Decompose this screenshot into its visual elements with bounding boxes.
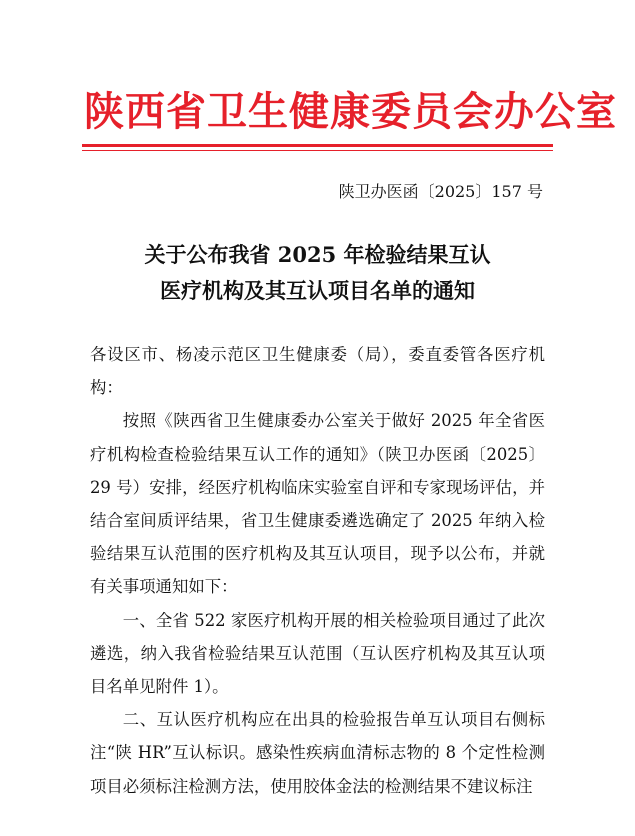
- document-title-line-1: 关于公布我省 2025 年检验结果互认: [144, 242, 491, 267]
- salutation: 各设区市、杨凌示范区卫生健康委（局），委直委管各医疗机构：: [90, 345, 545, 398]
- letterhead-red-rule-thin: [82, 150, 553, 151]
- document-title: [82, 237, 553, 309]
- body-paragraph-3: 二、互认医疗机构应在出具的检验报告单互认项目右侧标注“陕 HR”互认标识。感染性疾病血清标志物的 8 个定性检测项目必须标注检测方法，使用胶体金法的检测结果不建议标注: [90, 710, 545, 796]
- letterhead-org-name: 陕西省卫生健康委员会办公室: [84, 88, 617, 135]
- body-paragraph-1: 按照《陕西省卫生健康委办公室关于做好 2025 年全省医疗机构检查检验结果互认工作的通知》（陕卫办医函〔2025〕29 号）安排，经医疗机构临床实验室自评和专家现场评估，并结合室间质评结果，省卫生健康委遴选确定了 2025 年纳入检验结果互认范围的医疗机构及其互认项目，现予以公布，并就有关事项通知如下：: [90, 411, 545, 597]
- body-paragraph-2: 一、全省 522 家医疗机构开展的相关检验项目通过了此次遴选，纳入我省检验结果互认范围（互认医疗机构及其互认项目名单见附件 1）。: [90, 610, 545, 697]
- document-title-line-2: 医疗机构及其互认项目名单的通知: [160, 278, 475, 303]
- letterhead-red-rule-thick: [82, 144, 553, 147]
- document-body: [90, 338, 545, 803]
- document-number: 陕卫办医函〔2025〕157 号: [338, 182, 543, 201]
